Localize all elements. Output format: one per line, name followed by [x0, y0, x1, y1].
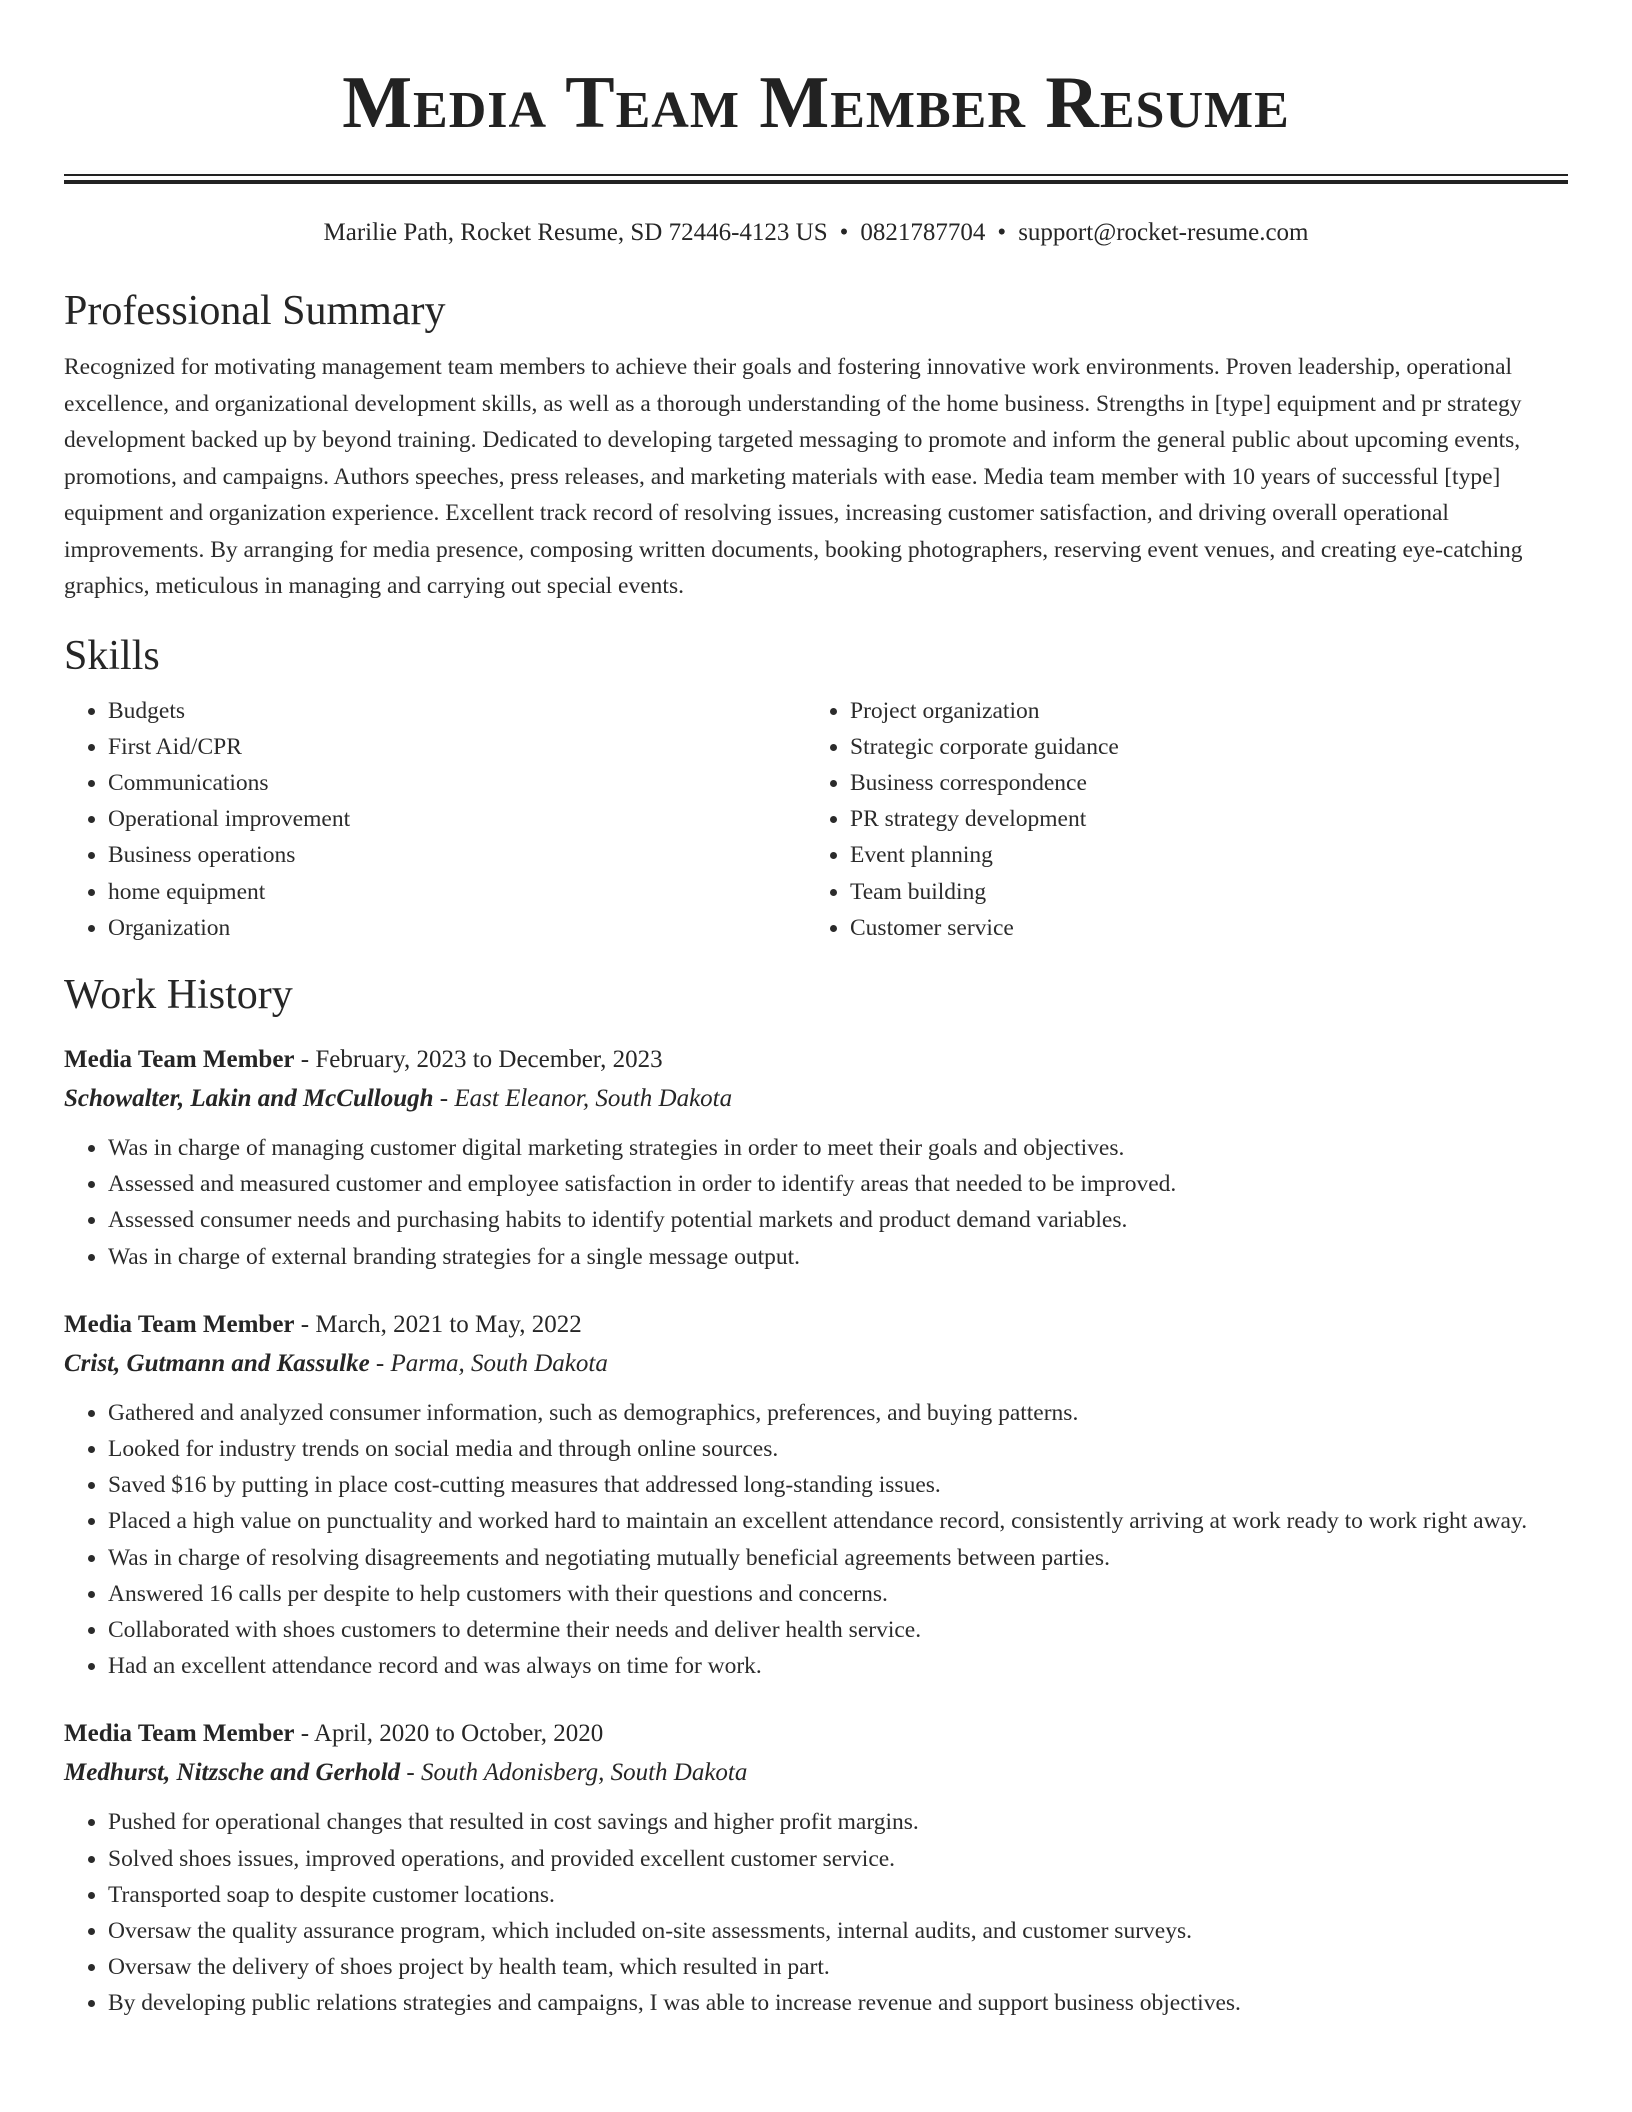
skill-item: • PR strategy development — [850, 801, 1119, 837]
job-location: - South Adonisberg, South Dakota — [400, 1759, 748, 1787]
job-bullet: • Oversaw the quality assurance program, which included on-site assessments, internal audits, and customer surveys. — [108, 1913, 1568, 1949]
skill-item: • Project organization — [850, 693, 1119, 729]
job-role: Media Team Member — [64, 1720, 295, 1748]
job-company-line — [64, 1079, 1568, 1118]
resume-title: Media Team Member Resume — [342, 62, 1290, 144]
job-bullet: • By developing public relations strategies and campaigns, I was able to increase revenue and support business objectives. — [108, 1985, 1568, 2021]
work-history-heading: Work History — [64, 971, 293, 1018]
job-dates: - March, 2021 to May, 2022 — [294, 1310, 582, 1338]
skill-item: • Business correspondence — [850, 765, 1119, 801]
job-entry — [64, 1305, 1568, 1685]
skill-item: • Operational improvement — [108, 801, 806, 837]
summary-text: Recognized for motivating management team members to achieve their goals and fostering innovative work environments. Proven leadership, operational excellence, and organizational development skills, as well as a thorough understanding of the home business. Strengths in [type] equipment and pr strategy development backed up by beyond training. Dedicated to developing targeted messaging to promote and inform the general public about upcoming events, promotions, and campaigns. Authors speeches, press releases, and marketing materials with ease. Media team member with 10 years of successful [type] equipment and organization experience. Excellent track record of resolving issues, increasing customer satisfaction, and driving overall operational improvements. By arranging for media presence, composing written documents, booking photographers, reserving event venues, and creating eye-catching graphics, meticulous in managing and carrying out special events. — [64, 354, 1523, 599]
skill-item: • Business operations — [108, 837, 806, 873]
job-dates: - February, 2023 to December, 2023 — [294, 1045, 663, 1073]
job-company-line — [64, 1753, 1568, 1792]
skill-item: • First Aid/CPR — [108, 729, 806, 765]
contact-line — [64, 216, 1568, 250]
job-bullet: • Assessed and measured customer and employee satisfaction in order to identify areas that needed to be improved. — [108, 1166, 1568, 1202]
job-entry — [64, 1714, 1568, 2021]
contact-address: Marilie Path, Rocket Resume, SD 72446-4123 US — [323, 219, 828, 246]
job-bullet: • Solved shoes issues, improved operations, and provided excellent customer service. — [108, 1841, 1568, 1877]
job-bullet: • Gathered and analyzed consumer information, such as demographics, preferences, and buying patterns. — [108, 1395, 1568, 1431]
job-bullet: • Collaborated with shoes customers to determine their needs and deliver health service. — [108, 1612, 1568, 1648]
job-location: - East Eleanor, South Dakota — [433, 1084, 733, 1112]
job-dates: - April, 2020 to October, 2020 — [294, 1720, 604, 1748]
job-bullet: • Transported soap to despite customer locations. — [108, 1877, 1568, 1913]
contact-phone: 0821787704 — [860, 219, 986, 246]
skill-item: • Strategic corporate guidance — [850, 729, 1119, 765]
skills-heading: Skills — [64, 632, 160, 679]
job-bullets — [64, 1130, 1568, 1275]
job-title-line — [64, 1714, 1568, 1753]
job-bullet: • Placed a high value on punctuality and worked hard to maintain an excellent attendance record, consistently arriving at work ready to work right away. — [108, 1503, 1568, 1539]
summary-heading: Professional Summary — [64, 288, 446, 334]
title-divider — [64, 174, 1568, 184]
job-bullet: • Pushed for operational changes that resulted in cost savings and higher profit margins. — [108, 1804, 1568, 1840]
job-entry — [64, 1040, 1568, 1275]
job-bullet: • Saved $16 by putting in place cost-cutting measures that addressed long-standing issues. — [108, 1467, 1568, 1503]
job-bullets — [64, 1804, 1568, 2021]
job-bullets — [64, 1395, 1568, 1685]
skills-list — [64, 693, 1568, 946]
job-bullet: • Was in charge of resolving disagreements and negotiating mutually beneficial agreements between parties. — [108, 1540, 1568, 1576]
skills-column-right — [806, 693, 1119, 946]
contact-email: support@rocket-resume.com — [1018, 219, 1309, 246]
skills-column-left — [64, 693, 806, 946]
job-bullet: • Oversaw the delivery of shoes project by health team, which resulted in part. — [108, 1949, 1568, 1985]
job-company: Schowalter, Lakin and McCullough — [64, 1084, 434, 1112]
job-location: - Parma, South Dakota — [369, 1349, 608, 1377]
job-title-line — [64, 1305, 1568, 1344]
job-title-line — [64, 1040, 1568, 1079]
job-bullet: • Answered 16 calls per despite to help customers with their questions and concerns. — [108, 1576, 1568, 1612]
contact-separator: • — [839, 219, 849, 246]
job-role: Media Team Member — [64, 1045, 295, 1073]
job-bullet: • Was in charge of external branding strategies for a single message output. — [108, 1239, 1568, 1275]
contact-separator: • — [997, 219, 1007, 246]
job-company-line — [64, 1344, 1568, 1383]
skill-item: • Team building — [850, 874, 1119, 910]
job-bullet: • Had an excellent attendance record and was always on time for work. — [108, 1648, 1568, 1684]
job-company: Crist, Gutmann and Kassulke — [64, 1349, 370, 1377]
job-company: Medhurst, Nitzsche and Gerhold — [64, 1759, 401, 1787]
job-role: Media Team Member — [64, 1310, 295, 1338]
skill-item: • Event planning — [850, 837, 1119, 873]
skill-item: • Communications — [108, 765, 806, 801]
job-bullet: • Looked for industry trends on social media and through online sources. — [108, 1431, 1568, 1467]
skill-item: • Organization — [108, 910, 806, 946]
skill-item: • Customer service — [850, 910, 1119, 946]
skill-item: • Budgets — [108, 693, 806, 729]
skill-item: • home equipment — [108, 874, 806, 910]
job-bullet: • Was in charge of managing customer digital marketing strategies in order to meet their goals and objectives. — [108, 1130, 1568, 1166]
job-bullet: • Assessed consumer needs and purchasing habits to identify potential markets and product demand variables. — [108, 1202, 1568, 1238]
